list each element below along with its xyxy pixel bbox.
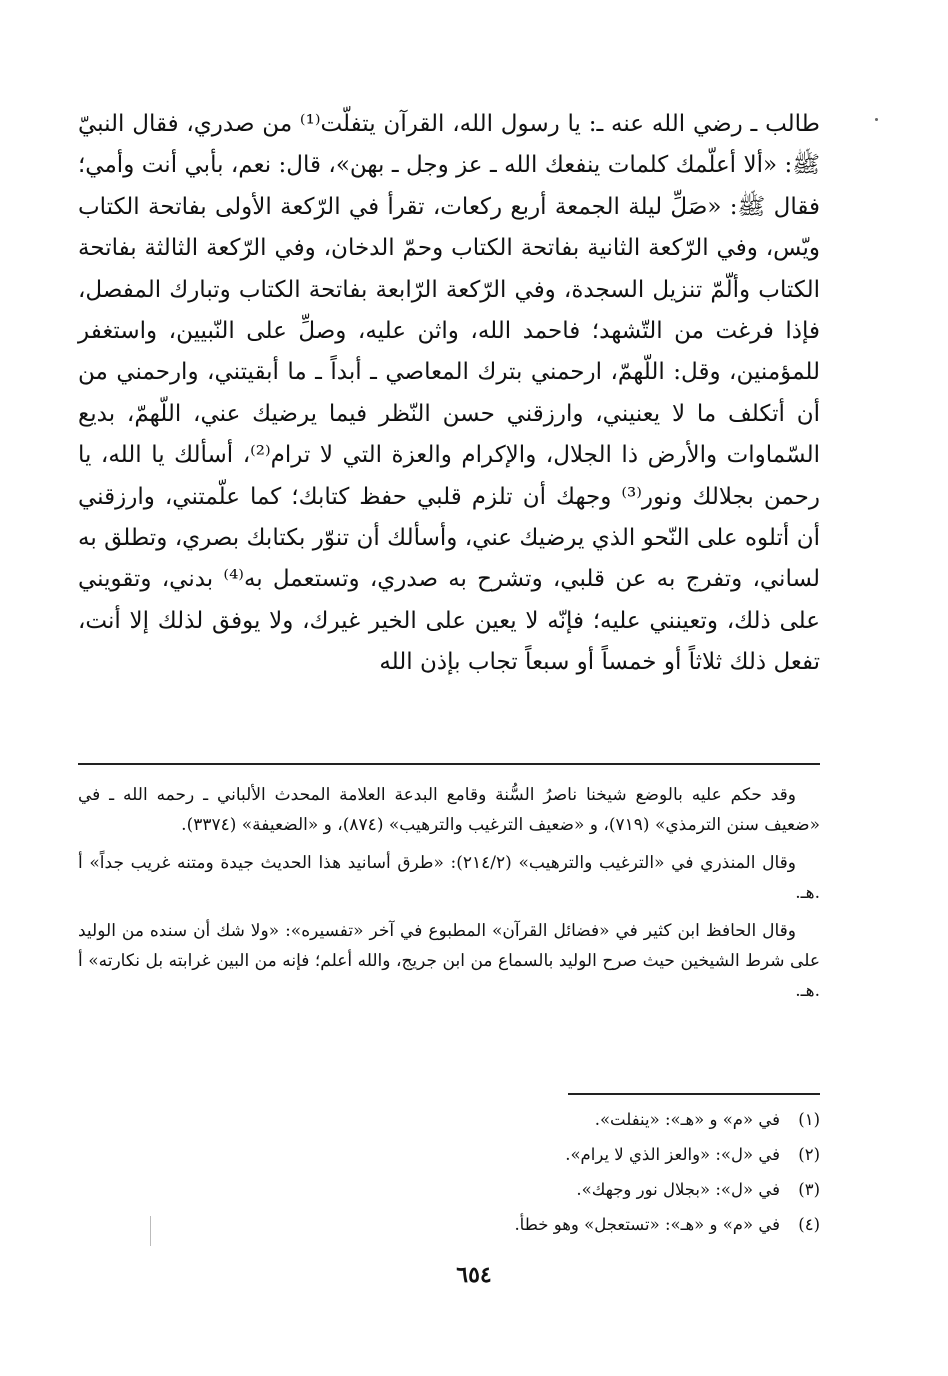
- footnote-item: [78, 1102, 820, 1137]
- footnote-item: [78, 1172, 820, 1207]
- footnotes-list: [78, 1102, 820, 1242]
- note-paragraph: وقد حكم عليه بالوضع شيخنا ناصرُ السُّنة وقامع البدعة العلامة المحدث الألباني ـ رحمه الله ـ في «ضعيف سنن الترمذي» (٧١٩)، و «ضعيف الترغيب والترهيب» (٨٧٤)، و «الضعيفة» (٣٣٧٤).: [78, 785, 820, 835]
- footnote-item: [78, 1207, 820, 1242]
- footnote-text: في «م» و «هـ»: «تستعجل» وهو خطأ.: [514, 1215, 780, 1234]
- note-paragraph: وقال المنذري في «الترغيب والترهيب» (٢١٤/٢): «طرق أسانيد هذا الحديث جيدة ومتنه غريب جداً» أ .هـ.: [78, 853, 820, 903]
- margin-mark: [875, 118, 878, 121]
- footnotes-separator: [568, 1093, 820, 1095]
- page-number: ٦٥٤: [456, 1262, 492, 1288]
- main-paragraph: طالب ـ رضي الله عنه ـ: يا رسول الله، القرآن يتفلّت⁽¹⁾ من صدري، فقال النبيّ ﷺ: «ألا أعلّمك كلمات ينفعك الله ـ عز وجل ـ بهن»، قال: نعم، بأبي أنت وأمي؛ فقال ﷺ: «صَلِّ ليلة الجمعة أربع ركعات، تقرأ في الرّكعة الأولى بفاتحة الكتاب ويّس، وفي الرّكعة الثانية بفاتحة الكتاب وحمّ الدخان، وفي الرّكعة الثالثة بفاتحة الكتاب وألّمّ تنزيل السجدة، وفي الرّكعة الرّابعة بفاتحة الكتاب وتبارك المفصل، فإذا فرغت من التّشهد؛ فاحمد الله، واثن عليه، وصلِّ على النّبيين، واستغفر للمؤمنين، وقل: اللّهمّ، ارحمني بترك المعاصي ـ أبداً ـ ما أبقيتني، وارحمني من أن أتكلف ما لا يعنيني، وارزقني حسن النّظر فيما يرضيك عني، اللّهمّ، بديع السّماوات والأرض ذا الجلال، والإكرام والعزة التي لا ترام⁽²⁾، أسألك يا الله، يا رحمن بجلالك ونور⁽³⁾ وجهك أن تلزم قلبي حفظ كتابك؛ كما علّمتني، وارزقني أن أتلوه على النّحو الذي يرضيك عني، وأسألك أن تنوّر بكتابك بصري، وتطلق به لساني، وتفرج به عن قلبي، وتشرح به صدري، وتستعمل به⁽⁴⁾ بدني، وتقويني على ذلك، وتعينني عليه؛ فإنّه لا يعين على الخير غيرك، ولا يوفق لذلك إلا أنت، تفعل ذلك ثلاثاً أو خمساً أو سبعاً تجاب بإذن الله: [78, 111, 820, 676]
- footnote-number: (١): [798, 1110, 820, 1129]
- notes-block: [78, 780, 820, 1014]
- note-paragraph: وقال الحافظ ابن كثير في «فضائل القرآن» المطبوع في آخر «تفسيره»: «ولا شك أن سنده من الوليد على شرط الشيخين حيث صرح الوليد بالسماع من ابن جريج، والله أعلم؛ فإنه من البين غرابته بل نكارته» أ .هـ.: [78, 921, 820, 1001]
- footnote-number: (٣): [798, 1180, 820, 1199]
- scan-mark: [150, 1216, 151, 1246]
- notes-separator: [78, 763, 820, 765]
- footnote-text: في «م» و «هـ»: «ينفلت».: [594, 1110, 780, 1129]
- footnote-item: [78, 1137, 820, 1172]
- main-text-block: [78, 104, 820, 684]
- footnote-number: (٢): [798, 1145, 820, 1164]
- footnote-text: في «ل»: «بجلال نور وجهك».: [576, 1180, 780, 1199]
- footnote-text: في «ل»: «والعز الذي لا يرام».: [565, 1145, 780, 1164]
- footnote-number: (٤): [798, 1215, 820, 1234]
